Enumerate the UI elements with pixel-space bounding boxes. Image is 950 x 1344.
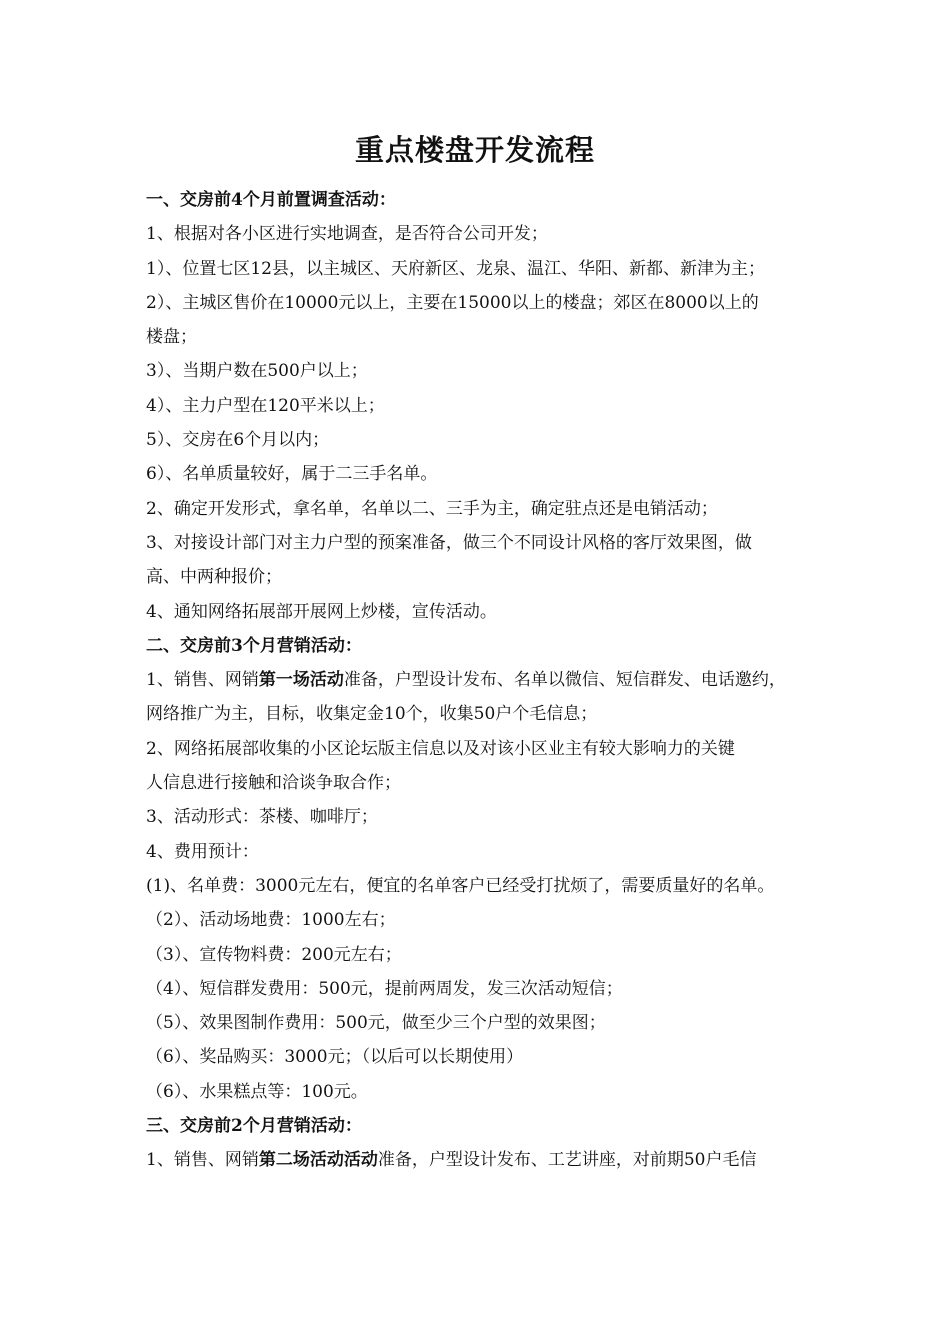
section-heading-3: 三、交房前2个月营销活动： xyxy=(146,1116,362,1137)
paragraph-line: 1、根据对各小区进行实地调查，是否符合公司开发； xyxy=(146,224,548,245)
document-body xyxy=(146,183,826,1178)
paragraph-line: 6）、名单质量较好，属于二三手名单。 xyxy=(146,464,438,485)
paragraph-line: 2、网络拓展部收集的小区论坛版主信息以及对该小区业主有较大影响力的关键 xyxy=(146,738,735,759)
activity-name-bold: 第二场活动活动 xyxy=(258,1150,378,1171)
paragraph-line: 2、确定开发形式，拿名单，名单以二、三手为主，确定驻点还是电销活动； xyxy=(146,498,718,519)
activity-name-bold: 第一场活动 xyxy=(258,670,344,691)
paragraph-line-mixed xyxy=(146,1143,826,1177)
line-text: 1、销售、网销 xyxy=(146,1150,259,1171)
paragraph-line: 3）、当期户数在500户以上； xyxy=(146,361,368,382)
paragraph-line: （6）、水果糕点等：100元。 xyxy=(146,1081,368,1102)
line-text: 准备，户型设计发布、工艺讲座，对前期50户毛信 xyxy=(377,1150,757,1171)
section-heading-2: 二、交房前3个月营销活动： xyxy=(146,635,362,656)
paragraph-line: 网络推广为主，目标，收集定金10个，收集50户个毛信息； xyxy=(146,704,598,725)
line-text: 1、销售、网销 xyxy=(146,670,259,691)
paragraph-line: 高、中两种报价； xyxy=(146,567,282,588)
paragraph-line: （3）、宣传物料费：200元左右； xyxy=(146,944,402,965)
paragraph-line: 3、对接设计部门对主力户型的预案准备，做三个不同设计风格的客厅效果图，做 xyxy=(146,532,752,553)
paragraph-line: (1)、名单费：3000元左右，便宜的名单客户已经受打扰烦了，需要质量好的名单。 xyxy=(146,875,775,896)
paragraph-line-mixed xyxy=(146,663,826,697)
paragraph-line: 4、通知网络拓展部开展网上炒楼，宣传活动。 xyxy=(146,601,497,622)
paragraph-line: 人信息进行接触和洽谈争取合作； xyxy=(146,773,401,794)
document-title: 重点楼盘开发流程 xyxy=(354,133,595,167)
paragraph-line: 3、活动形式：茶楼、咖啡厅； xyxy=(146,807,378,828)
paragraph-line: （4）、短信群发费用：500元，提前两周发，发三次活动短信； xyxy=(146,978,623,999)
paragraph-line: 4）、主力户型在120平米以上； xyxy=(146,395,385,416)
paragraph-line: 4、费用预计： xyxy=(146,841,259,862)
line-text: 准备，户型设计发布、名单以微信、短信群发、电话邀约， xyxy=(343,670,786,691)
paragraph-line: 楼盘； xyxy=(146,327,197,348)
section-heading-1: 一、交房前4个月前置调查活动： xyxy=(146,190,396,210)
paragraph-line: （6）、奖品购买：3000元；（以后可以长期使用） xyxy=(146,1047,524,1068)
paragraph-line: （5）、效果图制作费用：500元，做至少三个户型的效果图； xyxy=(146,1013,606,1034)
paragraph-line: 2）、主城区售价在10000元以上，主要在15000以上的楼盘；郊区在8000以上的 xyxy=(146,292,759,313)
paragraph-line: 5）、交房在6个月以内； xyxy=(146,430,330,451)
paragraph-line: 1）、位置七区12县，以主城区、天府新区、龙泉、温江、华阳、新都、新津为主； xyxy=(146,258,765,279)
paragraph-line: （2）、活动场地费：1000左右； xyxy=(146,910,396,931)
